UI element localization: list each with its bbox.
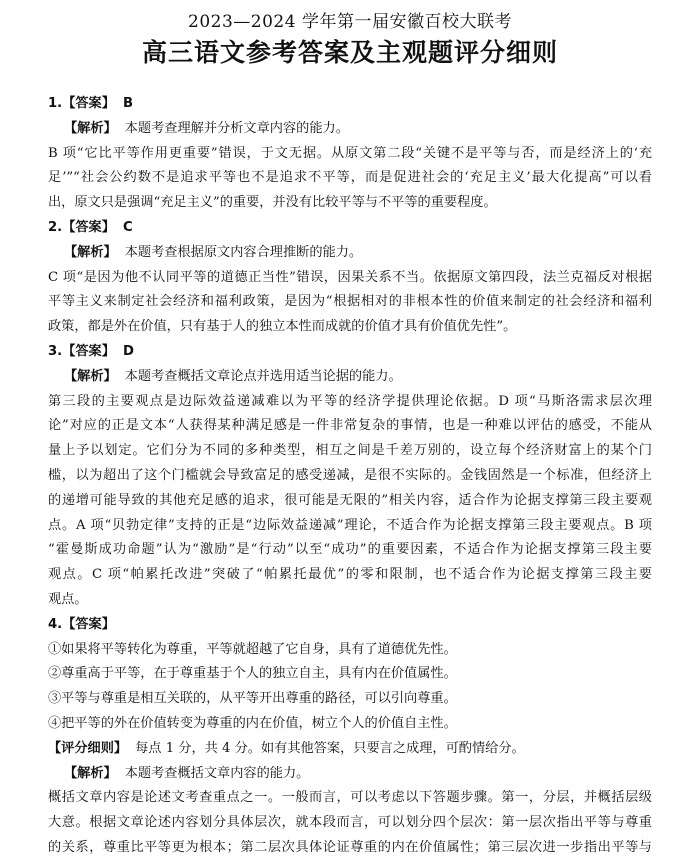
q2-text-line: 政策，都是外在价值，只有基于人的独立本性而成就的价值才具有价值优先性”。: [48, 319, 517, 335]
q1-answer-value: B: [122, 96, 133, 111]
q3-answer-line: [48, 340, 652, 365]
exam-subtitle: 2023—2024 学年第一届安徽百校大联考: [188, 12, 512, 32]
q3-text-line: 论”对应的正是文本“人获得某种满足感是一件非常复杂的事情，也是一种难以评估的感受，不能从: [48, 418, 652, 434]
q4-answer-item: ④把平等的外在价值转变为尊重的内在价值，树立个人的价值自主性。: [48, 715, 457, 731]
q1-answer-line: [48, 92, 652, 117]
answer-label: 【答案】: [62, 616, 115, 632]
document-header: [48, 10, 652, 70]
analysis-label: 【解析】: [64, 120, 117, 136]
q2-number: 2.: [48, 219, 63, 235]
q4-answer-item: ②尊重高于平等，在于尊重基于个人的独立自主，具有内在价值属性。: [48, 666, 457, 682]
q2-text-line: C 项“是因为他不认同平等的道德正当性”错误，因果关系不当。依据原文第四段，法兰克福反对根据: [48, 269, 652, 285]
q1-analysis-intro: 本题考查理解并分析文章内容的能力。: [124, 120, 349, 136]
answer-label: 【答案】: [62, 343, 115, 359]
q4-answer-item: ①如果将平等转化为尊重，平等就超越了它自身，具有了道德优先性。: [48, 641, 457, 657]
q4-scoring-line: [48, 737, 652, 762]
analysis-label: 【解析】: [64, 368, 117, 384]
q4-analysis-intro: 本题考查概括文章内容的能力。: [124, 765, 310, 781]
document-body: [48, 92, 652, 861]
q3-answer-value: D: [122, 343, 134, 359]
q1-number: 1.: [48, 96, 63, 111]
q2-answer-value: C: [122, 219, 133, 235]
q4-text-line: 大意。根据文章论述内容划分具体层次，就本段而言，可以划分四个层次：第一层次指出平等与尊重: [48, 815, 652, 831]
answer-label: 【答案】: [62, 219, 115, 235]
document-title: 高三语文参考答案及主观题评分细则: [141, 38, 558, 67]
q2-answer-line: [48, 216, 652, 241]
q3-text-line: “霍曼斯成功命题”认为“激励”是“行动”以至“成功”的重要因素，不适合作为论据支撑第三段主要: [48, 542, 652, 558]
q1-text-line: 足’”“社会公约数不是追求平等也不是追求不平等，而是促进社会的‘充足主义’最大化提高”可以看: [48, 170, 652, 186]
q3-analysis-line: [48, 365, 652, 390]
q4-analysis-line: [48, 762, 652, 787]
q3-number: 3.: [48, 343, 63, 359]
q4-scoring-text: 每点 1 分，共 4 分。如有其他答案，只要言之成理，可酌情给分。: [135, 740, 525, 756]
answer-label: 【答案】: [62, 96, 115, 111]
q4-text-line: 概括文章内容是论述文考查重点之一。一般而言，可以考虑以下答题步骤。第一，分层，并概括层级: [48, 790, 652, 806]
q3-text-line: 量上予以划定。它们分为不同的多种类型，相互之间是千差万别的，设立每个经济财富上的某个门: [48, 443, 652, 459]
q2-analysis-line: [48, 241, 652, 266]
q4-number: 4.: [48, 616, 63, 632]
q2-text-line: 平等主义来制定社会经济和福利政策，是因为“根据相对的非根本性的价值来制定的社会经济和福利: [48, 294, 652, 310]
analysis-label: 【解析】: [64, 244, 117, 260]
scoring-label: 【评分细则】: [48, 740, 128, 756]
q4-answer-line: [48, 613, 652, 638]
q3-text-line: 槛，以为超出了这个门槛就会导致富足的感受递减，是很不实际的。金钱固然是一个标准，但经济上: [48, 467, 652, 483]
q1-text-line: B 项“它比平等作用更重要”错误，于文无据。从原文第二段“关键不是平等与否，而是经济上的‘充: [48, 145, 652, 161]
analysis-label: 【解析】: [64, 765, 117, 781]
q2-analysis-intro: 本题考查根据原文内容合理推断的能力。: [124, 244, 363, 260]
q3-text-line: 观点。C 项“帕累托改进”突破了“帕累托最优”的零和限制，也不适合作为论据支撑第三段主要: [48, 567, 652, 583]
q3-text-line: 点。A 项“贝勃定律”支持的正是“边际效益递减”理论，不适合作为论据支撑第三段主要观点。B 项: [48, 517, 652, 533]
q1-analysis-line: [48, 117, 652, 142]
q3-text-line: 观点。: [48, 591, 88, 607]
q3-analysis-intro: 本题考查概括文章论点并选用适当论据的能力。: [124, 368, 402, 384]
q4-text-line: 的关系，尊重比平等更为根本；第二层次具体论证尊重的内在价值属性；第三层次进一步指出平等与: [48, 839, 652, 855]
q1-text-line: 出，原文只是强调“充足主义”的重要，并没有比较平等与不平等的重要程度。: [48, 195, 497, 211]
q3-text-line: 第三段的主要观点是边际效益递减难以为平等的经济学提供理论依据。D 项“马斯洛需求层次理: [48, 393, 652, 409]
q3-text-line: 的递增可能导致的其他充足感的追求，很可能是无限的”相关内容，适合作为论据支撑第三段主要观: [48, 492, 652, 508]
q4-answer-item: ③平等与尊重是相互关联的，从平等开出尊重的路径，可以引向尊重。: [48, 691, 457, 707]
